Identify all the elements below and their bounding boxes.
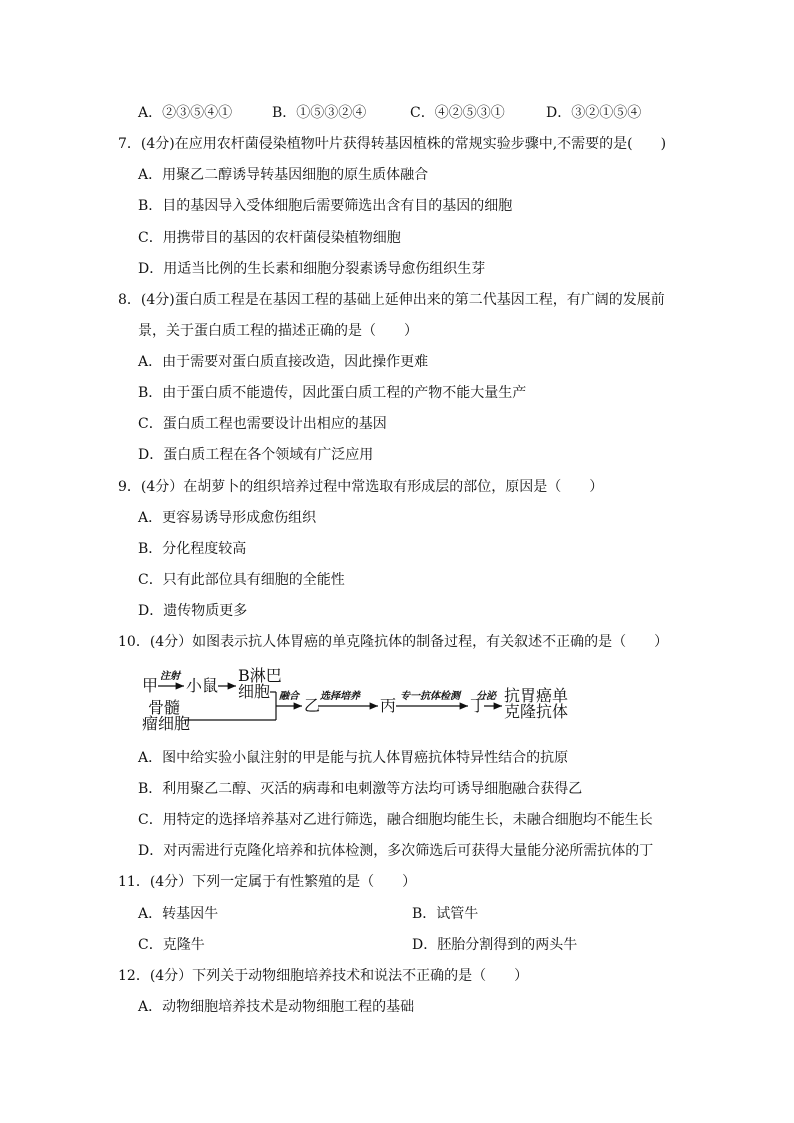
diagram-mouse: 小鼠 <box>186 676 219 695</box>
q9-option-c: C．只有此部位具有细胞的全能性 <box>138 572 345 588</box>
q9-option-d: D．遗传物质更多 <box>138 603 248 619</box>
diagram-jia: 甲 <box>142 676 159 695</box>
q10-flow-diagram <box>138 664 598 736</box>
diagram-b-line1: B淋巴 <box>238 666 282 685</box>
q6-option-d: D．③②①⑤④ <box>546 105 642 121</box>
q11-option-d: D．胚胎分割得到的两头牛 <box>412 937 578 953</box>
q8-option-d: D．蛋白质工程在各个领域有广泛应用 <box>138 447 374 463</box>
q11-option-b: B．试管牛 <box>412 906 479 922</box>
diagram-detect-label: 专一抗体检测 <box>400 691 460 702</box>
diagram-select-label: 选择培养 <box>320 691 360 702</box>
q6-option-c: C．④②⑤③① <box>410 105 505 121</box>
diagram-b-line2: 细胞 <box>238 682 271 701</box>
diagram-fuse-label: 融合 <box>279 691 299 702</box>
diagram-marrow-line1: 骨髓 <box>148 698 181 717</box>
q7-option-b: B．目的基因导入受体细胞后需要筛选出含有目的基因的细胞 <box>138 198 513 214</box>
q11-option-a: A．转基因牛 <box>138 906 219 922</box>
diagram-result-line2: 克隆抗体 <box>504 702 569 721</box>
q9-option-b: B．分化程度较高 <box>138 541 247 557</box>
q9-stem: 9．(4分）在胡萝卜的组织培养过程中常选取有形成层的部位，原因是（ ） <box>118 479 604 495</box>
q7-stem: 7．(4分)在应用农杆菌侵染植物叶片获得转基因植株的常规实验步骤中,不需要的是( ) <box>118 136 667 152</box>
q7-option-c: C．用携带目的基因的农杆菌侵染植物细胞 <box>138 230 401 246</box>
q6-option-a: A．②③⑤④① <box>138 105 233 121</box>
diagram-yi: 乙 <box>304 696 321 715</box>
diagram-secrete-label: 分泌 <box>476 691 496 702</box>
q12-stem: 12．(4分）下列关于动物细胞培养技术和说法不正确的是（ ） <box>118 968 529 984</box>
diagram-bing: 丙 <box>380 696 397 715</box>
q10-stem: 10．(4分）如图表示抗人体胃癌的单克隆抗体的制备过程，有关叙述不正确的是（ ） <box>118 634 669 650</box>
q8-option-a: A．由于需要对蛋白质直接改造，因此操作更难 <box>138 354 429 370</box>
q7-option-d: D．用适当比例的生长素和细胞分裂素诱导愈伤组织生芽 <box>138 261 486 277</box>
diagram-result-line1: 抗胃癌单 <box>504 686 569 705</box>
q10-option-b: B．利用聚乙二醇、灭活的病毒和电刺激等方法均可诱导细胞融合获得乙 <box>138 781 583 797</box>
q10-option-a: A．图中给实验小鼠注射的甲是能与抗人体胃癌抗体特异性结合的抗原 <box>138 750 569 766</box>
q11-option-c: C．克隆牛 <box>138 937 205 953</box>
q9-option-a: A．更容易诱导形成愈伤组织 <box>138 510 317 526</box>
diagram-inject-label: 注射 <box>160 671 180 682</box>
diagram-ding: 丁 <box>470 696 487 715</box>
q8-option-c: C．蛋白质工程也需要设计出相应的基因 <box>138 416 387 432</box>
q12-option-a: A．动物细胞培养技术是动物细胞工程的基础 <box>138 999 415 1015</box>
q10-option-d: D．对丙需进行克隆化培养和抗体检测，多次筛选后可获得大量能分泌所需抗体的丁 <box>138 843 654 859</box>
q8-stem-line1: 8．(4分)蛋白质工程是在基因工程的基础上延伸出来的第二代基因工程，有广阔的发展前 <box>118 292 665 308</box>
q11-stem: 11．(4分）下列一定属于有性繁殖的是（ ） <box>118 874 417 890</box>
diagram-marrow-line2: 瘤细胞 <box>142 714 191 733</box>
q10-option-c: C．用特定的选择培养基对乙进行筛选，融合细胞均能生长，未融合细胞均不能生长 <box>138 812 653 828</box>
q8-stem-line2: 景，关于蛋白质工程的描述正确的是（ ） <box>138 323 418 339</box>
q8-option-b: B．由于蛋白质不能遗传，因此蛋白质工程的产物不能大量生产 <box>138 385 527 401</box>
q6-option-b: B．①⑤③②④ <box>272 105 367 121</box>
q7-option-a: A．用聚乙二醇诱导转基因细胞的原生质体融合 <box>138 167 429 183</box>
